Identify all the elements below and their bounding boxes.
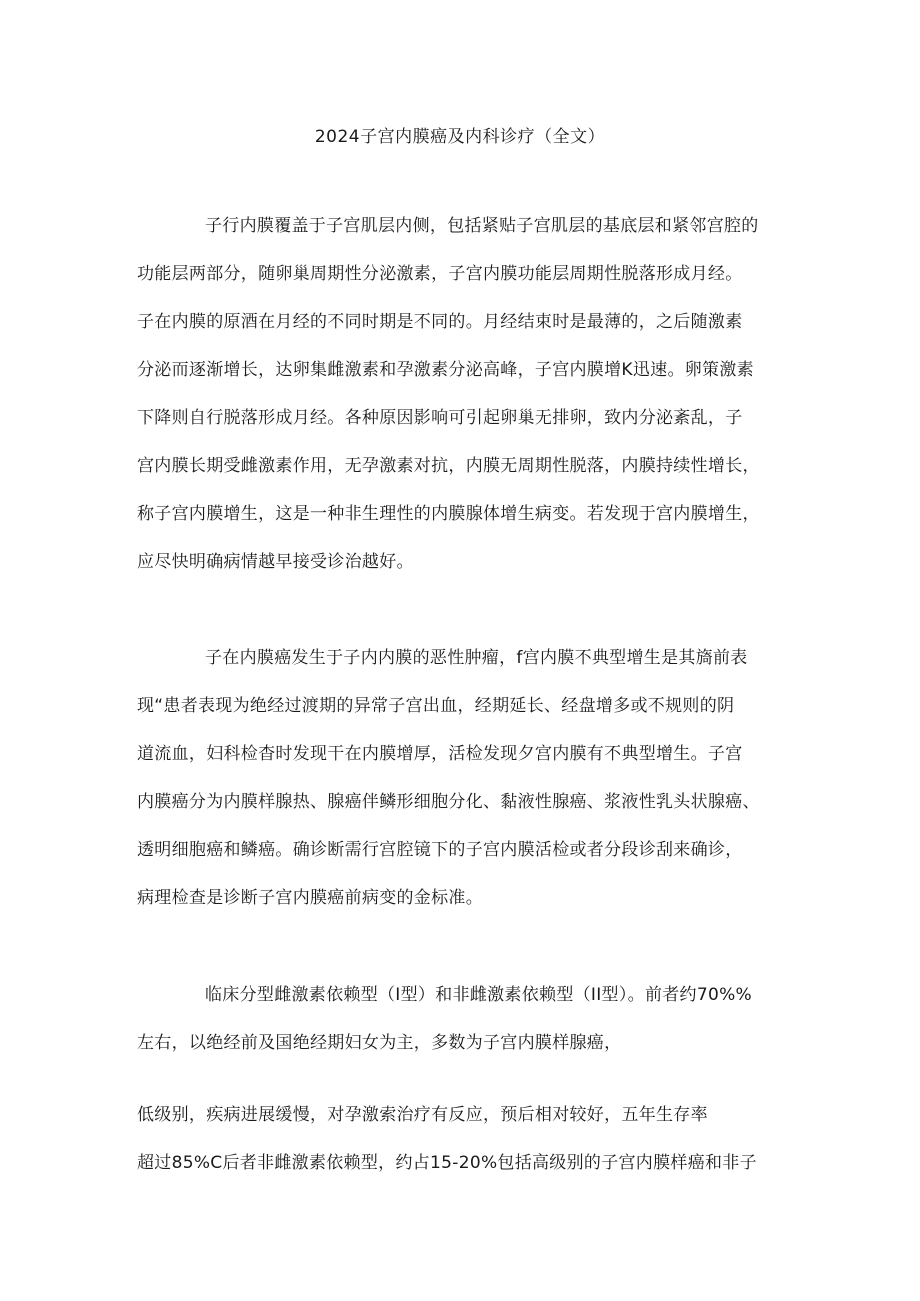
- paragraph-1-line-4: 分泌而逐渐增长，达卵集雌激素和孕激素分泌高峰，子宫内膜增K迅速。卵策激素: [137, 360, 754, 380]
- paragraph-3-line-2: 左右，以绝经前及国绝经期妇女为主，多数为子宫内膜样腺癌，: [137, 1033, 622, 1053]
- paragraph-1-line-3: 子在内膜的原酒在月经的不同时期是不同的。月经结束时是最薄的，之后随激素: [137, 312, 743, 332]
- paragraph-2-line-3: 道流血，妇科检杳时发现干在内膜增厚，活检发现夕宫内膜有不典型增生。子宫: [137, 744, 743, 764]
- paragraph-2-line-5: 透明细胞癌和鳞癌。确诊断需行宫腔镜下的子宫内膜活检或者分段诊刮来确诊，: [137, 840, 743, 860]
- document-title: 2024子宫内膜癌及内科诊疗（全文）: [314, 127, 606, 147]
- paragraph-2-line-2: 现“患者表现为绝经过渡期的异常子宫出血，经期延长、经盘增多或不规则的阴: [137, 696, 735, 716]
- paragraph-1-line-5: 下降则自行脱落形成月经。各种原因影响可引起卵巢无排卵，致内分泌紊乱，子: [137, 408, 743, 428]
- paragraph-2-line-4: 内膜癌分为内膜样腺热、腺癌伴鳞形细胞分化、黏液性腺癌、浆液性乳头状腺癌、: [137, 792, 760, 812]
- paragraph-1-line-2: 功能层两部分，随卵巢周期性分泌激素，子宫内膜功能层周期性脱落形成月经。: [137, 264, 743, 284]
- paragraph-4-line-2: 超过85%C后者非雌激素依赖型，约占15-20%包括高级别的子宫内膜样癌和非子: [137, 1153, 757, 1173]
- paragraph-1-line-6: 宫内膜长期受雌激素作用，无孕激素对抗，内膜无周期性脱落，内膜持续性增长，: [137, 456, 760, 476]
- paragraph-1-line-7: 称子宫内膜增生，这是一种非生理性的内膜腺体增生病变。若发现于宫内膜增生，: [137, 504, 760, 524]
- paragraph-3-line-1: 临床分型雌激素依赖型（I型）和非雌激素依赖型（II型）。前者约70%%: [205, 985, 752, 1005]
- paragraph-1-line-1: 子行内膜覆盖于子宫肌层内侧，包括紧贴子宫肌层的基底层和紧邻宫腔的: [205, 216, 759, 236]
- paragraph-1-line-8: 应尽快明确病情越早接受诊治越好。: [137, 552, 414, 572]
- paragraph-2-line-6: 病理检查是诊断子宫内膜癌前病变的金标准。: [137, 888, 483, 908]
- paragraph-2-line-1: 子在内膜癌发生于子内内膜的恶性肿瘤，f宫内膜不典型增生是其旖前表: [205, 648, 748, 668]
- paragraph-4-line-1: 低级别，疾病进展缓慢，对孕激索治疗有反应，预后相对较好，五年生存率: [137, 1105, 708, 1125]
